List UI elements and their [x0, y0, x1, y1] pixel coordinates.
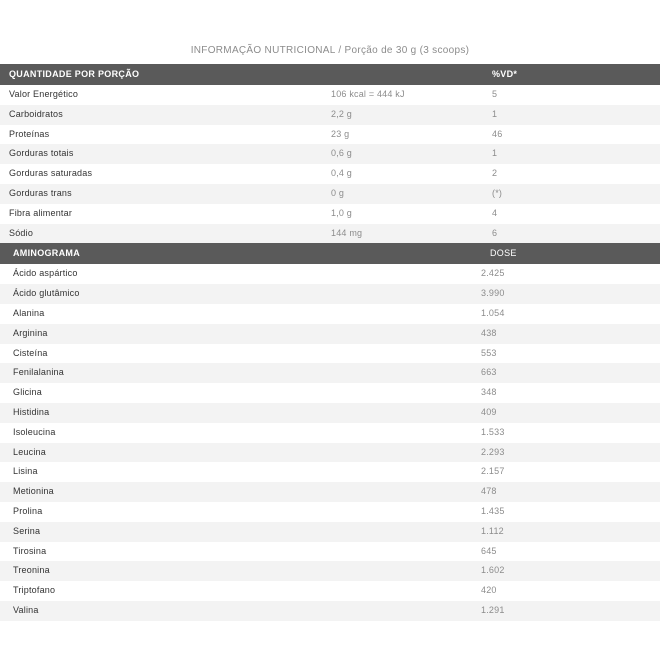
amino-dose: 645	[481, 545, 497, 556]
amino-dose: 1.291	[481, 604, 505, 615]
nutrient-quantity: 2,2 g	[331, 108, 353, 119]
amino-dose: 1.435	[481, 505, 505, 516]
table-row	[0, 502, 660, 522]
nutrient-vd: 46	[492, 128, 503, 139]
table-row	[0, 581, 660, 601]
amino-dose: 409	[481, 406, 497, 417]
amino-name: Leucina	[13, 446, 46, 457]
amino-name: Arginina	[13, 327, 48, 338]
amino-name: Metionina	[13, 486, 54, 497]
table-row	[0, 164, 660, 184]
amino-dose: 663	[481, 367, 497, 378]
table-row	[0, 542, 660, 562]
amino-dose: 2.293	[481, 446, 505, 457]
nutrient-quantity: 0 g	[331, 187, 345, 198]
amino-name: Ácido glutâmico	[13, 288, 80, 299]
table-row	[0, 105, 660, 125]
table-row	[0, 284, 660, 304]
nutrient-name: Valor Energético	[9, 89, 79, 99]
table-row	[0, 204, 660, 224]
amino-name: Ácido aspártico	[13, 268, 78, 279]
table-row	[0, 264, 660, 284]
nutrient-vd: 2	[492, 168, 498, 179]
table-row	[0, 184, 660, 204]
amino-dose: 348	[481, 387, 497, 398]
table-row	[0, 224, 660, 244]
nutrient-name: Sódio	[9, 227, 34, 238]
table-row	[0, 344, 660, 364]
table-row	[0, 423, 660, 443]
amino-name: Isoleucina	[13, 426, 56, 437]
nutrient-quantity: 23 g	[331, 128, 350, 139]
nutrient-quantity: 1,0 g	[331, 207, 353, 218]
nutrient-quantity: 144 mg	[331, 227, 363, 238]
header-quantity-label: QUANTIDADE POR PORÇÃO	[9, 69, 140, 79]
amino-name: Lisina	[13, 466, 38, 477]
amino-dose: 2.425	[481, 268, 505, 279]
table-row	[0, 522, 660, 542]
nutrition-table	[0, 64, 660, 621]
table-row	[0, 462, 660, 482]
nutrient-name: Gorduras trans	[9, 187, 72, 198]
amino-dose: 478	[481, 486, 497, 497]
amino-dose: 1.533	[481, 426, 505, 437]
aminogram-header-row	[0, 243, 660, 264]
amino-name: Glicina	[13, 387, 42, 398]
nutrient-quantity: 106 kcal = 444 kJ	[331, 89, 405, 99]
amino-name: Histidina	[13, 406, 50, 417]
table-row	[0, 144, 660, 164]
amino-name: Triptofano	[13, 585, 56, 596]
amino-name: Prolina	[13, 505, 43, 516]
table-row	[0, 125, 660, 145]
table-row	[0, 363, 660, 383]
header-aminogram-label: AMINOGRAMA	[13, 248, 80, 259]
amino-dose: 1.602	[481, 565, 505, 576]
header-vd-label: %VD*	[492, 69, 518, 79]
nutrient-vd: 1	[492, 148, 498, 159]
table-row	[0, 482, 660, 502]
nutrient-vd: (*)	[492, 187, 503, 198]
amino-name: Cisteína	[13, 347, 48, 358]
nutrition-header-row	[0, 64, 660, 85]
header-dose-label: DOSE	[490, 248, 517, 259]
nutrition-rows	[0, 85, 660, 243]
nutrient-name: Gorduras saturadas	[9, 168, 93, 179]
table-row	[0, 443, 660, 463]
nutrient-vd: 5	[492, 89, 498, 99]
nutrient-name: Fibra alimentar	[9, 207, 73, 218]
table-row	[0, 403, 660, 423]
nutrient-quantity: 0,4 g	[331, 168, 353, 179]
amino-dose: 3.990	[481, 288, 505, 299]
amino-dose: 438	[481, 327, 497, 338]
nutrient-quantity: 0,6 g	[331, 148, 353, 159]
amino-dose: 553	[481, 347, 497, 358]
table-row	[0, 324, 660, 344]
table-row	[0, 383, 660, 403]
table-row	[0, 85, 660, 105]
nutrient-name: Proteínas	[9, 128, 50, 139]
table-row	[0, 561, 660, 581]
nutrient-name: Gorduras totais	[9, 148, 74, 159]
amino-name: Tirosina	[13, 545, 47, 556]
amino-dose: 1.112	[481, 525, 504, 536]
nutrition-title: INFORMAÇÃO NUTRICIONAL / Porção de 30 g (3 scoops)	[190, 45, 470, 56]
nutrient-vd: 6	[492, 227, 498, 238]
amino-name: Serina	[13, 525, 41, 536]
amino-name: Alanina	[13, 307, 45, 318]
aminogram-rows	[0, 264, 660, 620]
amino-dose: 420	[481, 585, 497, 596]
amino-dose: 2.157	[481, 466, 505, 477]
table-row	[0, 304, 660, 324]
amino-name: Fenilalanina	[13, 367, 64, 378]
amino-name: Treonina	[13, 565, 50, 576]
amino-dose: 1.054	[481, 307, 505, 318]
amino-name: Valina	[13, 604, 39, 615]
nutrient-name: Carboidratos	[9, 108, 63, 119]
nutrient-vd: 1	[492, 108, 498, 119]
nutrient-vd: 4	[492, 207, 498, 218]
table-row	[0, 601, 660, 621]
